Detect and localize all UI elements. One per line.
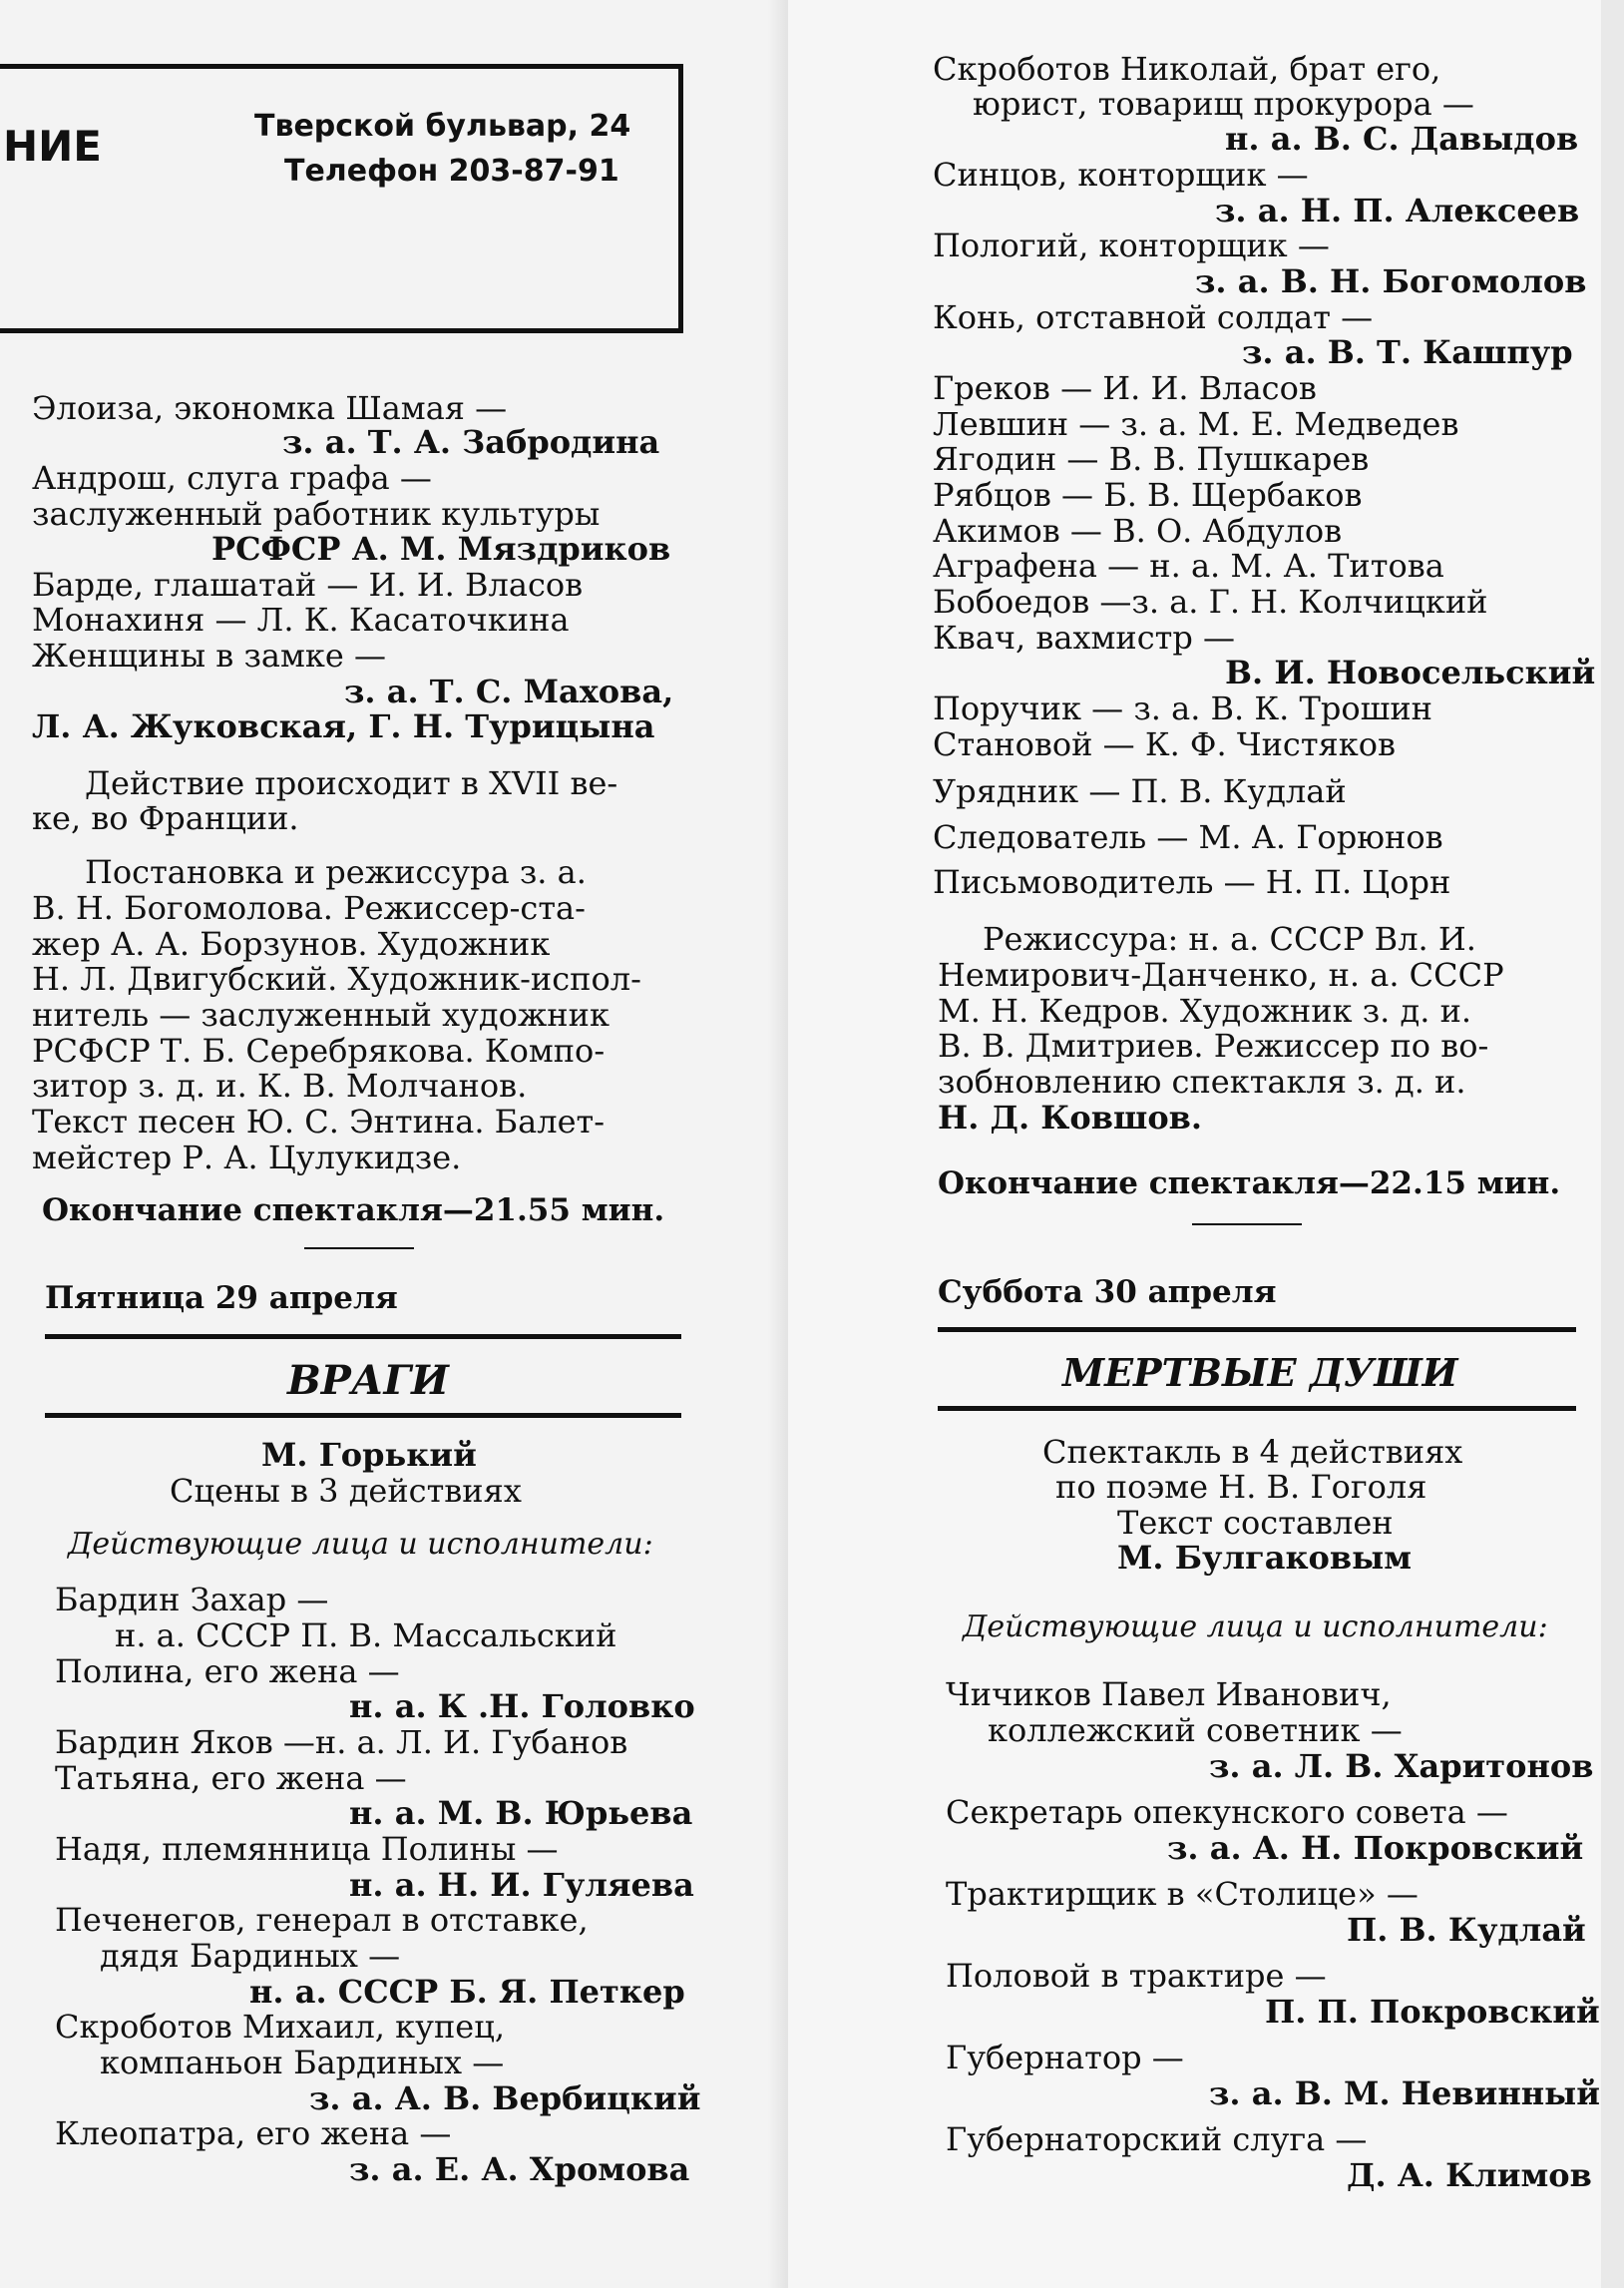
- cast-line: РСФСР А. М. Мяздриков: [211, 530, 671, 568]
- divider: [938, 1406, 1576, 1411]
- credits-line: Текст песен Ю. С. Энтина. Балет-: [32, 1103, 606, 1141]
- credits-line: В. В. Дмитриев. Режиссер по во-: [938, 1027, 1489, 1065]
- setting-line: Действие происходит в XVII ве-: [85, 764, 618, 802]
- divider: [938, 1327, 1576, 1332]
- cast-line: Конь, отставной солдат —: [933, 298, 1374, 336]
- cast-line: П. В. Кудлай: [1347, 1911, 1586, 1949]
- cast-line: з. а. Е. А. Хромова: [349, 2150, 690, 2188]
- cast-line: Татьяна, его жена —: [55, 1759, 407, 1797]
- left-page: [0, 0, 788, 2288]
- cast-line: [32, 496, 670, 532]
- play-title: ВРАГИ: [287, 1357, 449, 1404]
- performance-date: Суббота 30 апреля: [938, 1274, 1277, 1310]
- cast-line: з. а. В. Н. Богомолов: [1195, 262, 1587, 300]
- cast-line: Губернатор —: [946, 2039, 1184, 2076]
- play-intro: Спектакль в 4 действиях: [1042, 1433, 1463, 1471]
- cast-line: Андрош, слуга графа —: [32, 459, 432, 497]
- right-page: [788, 0, 1624, 2288]
- cast-line: Полина, его жена —: [55, 1652, 400, 1690]
- credits-line: Режиссура: н. а. СССР Вл. И.: [983, 920, 1476, 958]
- cast-heading: Действующие лица и исполнители:: [963, 1609, 1548, 1644]
- play-intro: М. Булгаковым: [1117, 1539, 1412, 1577]
- play-acts: Сцены в 3 действиях: [170, 1472, 522, 1510]
- cast-line: н. а. СССР Б. Я. Петкер: [249, 1973, 685, 2011]
- cast-line: компаньон Бардиных —: [100, 2044, 505, 2081]
- credits-line: РСФСР Т. Б. Серебрякова. Компо-: [32, 1032, 606, 1070]
- play-intro: по поэме Н. В. Гоголя: [1055, 1468, 1427, 1506]
- cast-line: В. И. Новосельский: [1225, 654, 1596, 691]
- cast-line: Следователь — М. А. Горюнов: [933, 818, 1443, 856]
- credits-line: жер А. А. Борзунов. Художник: [32, 925, 551, 963]
- cast-line: дядя Бардиных —: [100, 1937, 401, 1975]
- cast-line: н. а. К .Н. Головко: [349, 1687, 695, 1725]
- theatre-header-box: [0, 64, 683, 333]
- cast-line: Л. А. Жуковская, Г. Н. Турицына: [32, 707, 655, 745]
- credits-line: М. Н. Кедров. Художник з. д. и.: [938, 992, 1472, 1030]
- cast-line: з. а. А. Н. Покровский: [1167, 1829, 1584, 1867]
- cast-line: з. а. Т. С. Махова,: [344, 673, 674, 710]
- cast-line: Левшин — з. а. М. Е. Медведев: [933, 405, 1459, 443]
- short-divider: [1192, 1223, 1302, 1225]
- cast-line: Секретарь опекунского совета —: [946, 1793, 1508, 1831]
- cast-line: Клеопатра, его жена —: [55, 2114, 452, 2152]
- cast-line: Печенегов, генерал в отставке,: [55, 1901, 589, 1939]
- cast-line: Ягодин — В. В. Пушкарев: [933, 440, 1370, 478]
- cast-heading: Действующие лица и исполнители:: [68, 1527, 653, 1562]
- cast-line: Письмоводитель — Н. П. Цорн: [933, 863, 1451, 901]
- cast-line: коллежский советник —: [988, 1711, 1403, 1749]
- cast-line: з. а. В. М. Невинный: [1209, 2074, 1600, 2112]
- cast-line: Бардин Захар —: [55, 1581, 329, 1618]
- cast-line: Греков — И. И. Власов: [933, 369, 1317, 407]
- credits-line: Немирович-Данченко, н. а. СССР: [938, 956, 1504, 994]
- cast-line: з. а. Т. А. Забродина: [282, 423, 660, 461]
- cast-line: Поручик — з. а. В. К. Трошин: [933, 689, 1432, 727]
- performance-date: Пятница 29 апреля: [45, 1280, 398, 1316]
- cast-line: з. а. Л. В. Харитонов: [1209, 1747, 1594, 1785]
- play-intro: Текст составлен: [1117, 1504, 1394, 1542]
- cast-text: заслуженный работник культуры: [32, 495, 601, 533]
- cast-line: Чичиков Павел Иванович,: [946, 1675, 1392, 1713]
- divider: [45, 1334, 681, 1339]
- cast-line: Пологий, конторщик —: [933, 227, 1330, 264]
- cast-line: П. П. Покровский: [1265, 1993, 1600, 2031]
- cast-line: юрист, товарищ прокурора —: [973, 85, 1474, 123]
- setting-line: ке, во Франции.: [32, 799, 299, 837]
- cast-line: Скроботов Михаил, купец,: [55, 2008, 505, 2046]
- cast-line: Половой в трактире —: [946, 1957, 1327, 1995]
- cast-line: Женщины в замке —: [32, 637, 386, 675]
- cast-line: з. а. В. Т. Кашпур: [1242, 333, 1573, 371]
- credits-line: Постановка и режиссура з. а.: [85, 853, 587, 891]
- cast-line: Квач, вахмистр —: [933, 619, 1235, 657]
- cast-line: Д. А. Климов: [1347, 2156, 1592, 2194]
- cast-line: Элоиза, экономка Шамая —: [32, 389, 508, 427]
- cast-line: Скроботов Николай, брат его,: [933, 50, 1441, 88]
- cast-line: Трактирщик в «Столице» —: [946, 1875, 1419, 1913]
- ending-time: Окончание спектакля—22.15 мин.: [938, 1165, 1561, 1201]
- play-title: МЕРТВЫЕ ДУШИ: [1062, 1350, 1458, 1395]
- cast-line: Акимов — В. О. Абдулов: [933, 512, 1343, 550]
- credits-line: мейстер Р. А. Цулукидзе.: [32, 1139, 462, 1176]
- credits-line: В. Н. Богомолова. Режиссер-ста-: [32, 889, 586, 927]
- cast-line: Надя, племянница Полины —: [55, 1830, 559, 1868]
- cast-line: Рябцов — Б. В. Щербаков: [933, 476, 1363, 514]
- cast-line: Монахиня — Л. К. Касаточкина: [32, 601, 570, 639]
- cast-line: Барде, глашатай — И. И. Власов: [32, 566, 584, 604]
- play-author: М. Горький: [261, 1436, 477, 1474]
- cast-line: Губернаторский слуга —: [946, 2120, 1368, 2158]
- credits-line: зитор з. д. и. К. В. Молчанов.: [32, 1067, 528, 1105]
- header-address: Тверской бульвар, 24: [254, 109, 631, 144]
- cast-line: н. а. СССР П. В. Массальский: [115, 1616, 617, 1654]
- credits-line: нитель — заслуженный художник: [32, 996, 609, 1034]
- page-edge: [1601, 0, 1624, 2288]
- credits-line: Н. Л. Двигубский. Художник-испол-: [32, 960, 641, 998]
- cast-line: н. а. М. В. Юрьева: [349, 1794, 693, 1832]
- cast-line: Бардин Яков —н. а. Л. И. Губанов: [55, 1723, 628, 1761]
- cast-line: Становой — К. Ф. Чистяков: [933, 725, 1396, 763]
- cast-line: н. а. В. С. Давыдов: [1225, 120, 1579, 158]
- ending-time: Окончание спектакля—21.55 мин.: [42, 1192, 665, 1228]
- cast-line: Бобоедов —з. а. Г. Н. Колчицкий: [933, 583, 1488, 621]
- cast-line: Синцов, конторщик —: [933, 156, 1309, 194]
- header-title-fragment: НИЕ: [3, 122, 102, 171]
- credits-line: Н. Д. Ковшов.: [938, 1099, 1203, 1137]
- cast-line: н. а. Н. И. Гуляева: [349, 1866, 694, 1904]
- cast-line: з. а. Н. П. Алексеев: [1215, 192, 1580, 229]
- cast-line: з. а. А. В. Вербицкий: [309, 2079, 701, 2117]
- header-phone: Телефон 203-87-91: [284, 154, 619, 189]
- cast-line: Урядник — П. В. Кудлай: [933, 772, 1347, 810]
- divider: [45, 1413, 681, 1418]
- short-divider: [304, 1247, 414, 1249]
- credits-line: зобновлению спектакля з. д. и.: [938, 1063, 1466, 1101]
- cast-line: Аграфена — н. а. М. А. Титова: [933, 547, 1444, 585]
